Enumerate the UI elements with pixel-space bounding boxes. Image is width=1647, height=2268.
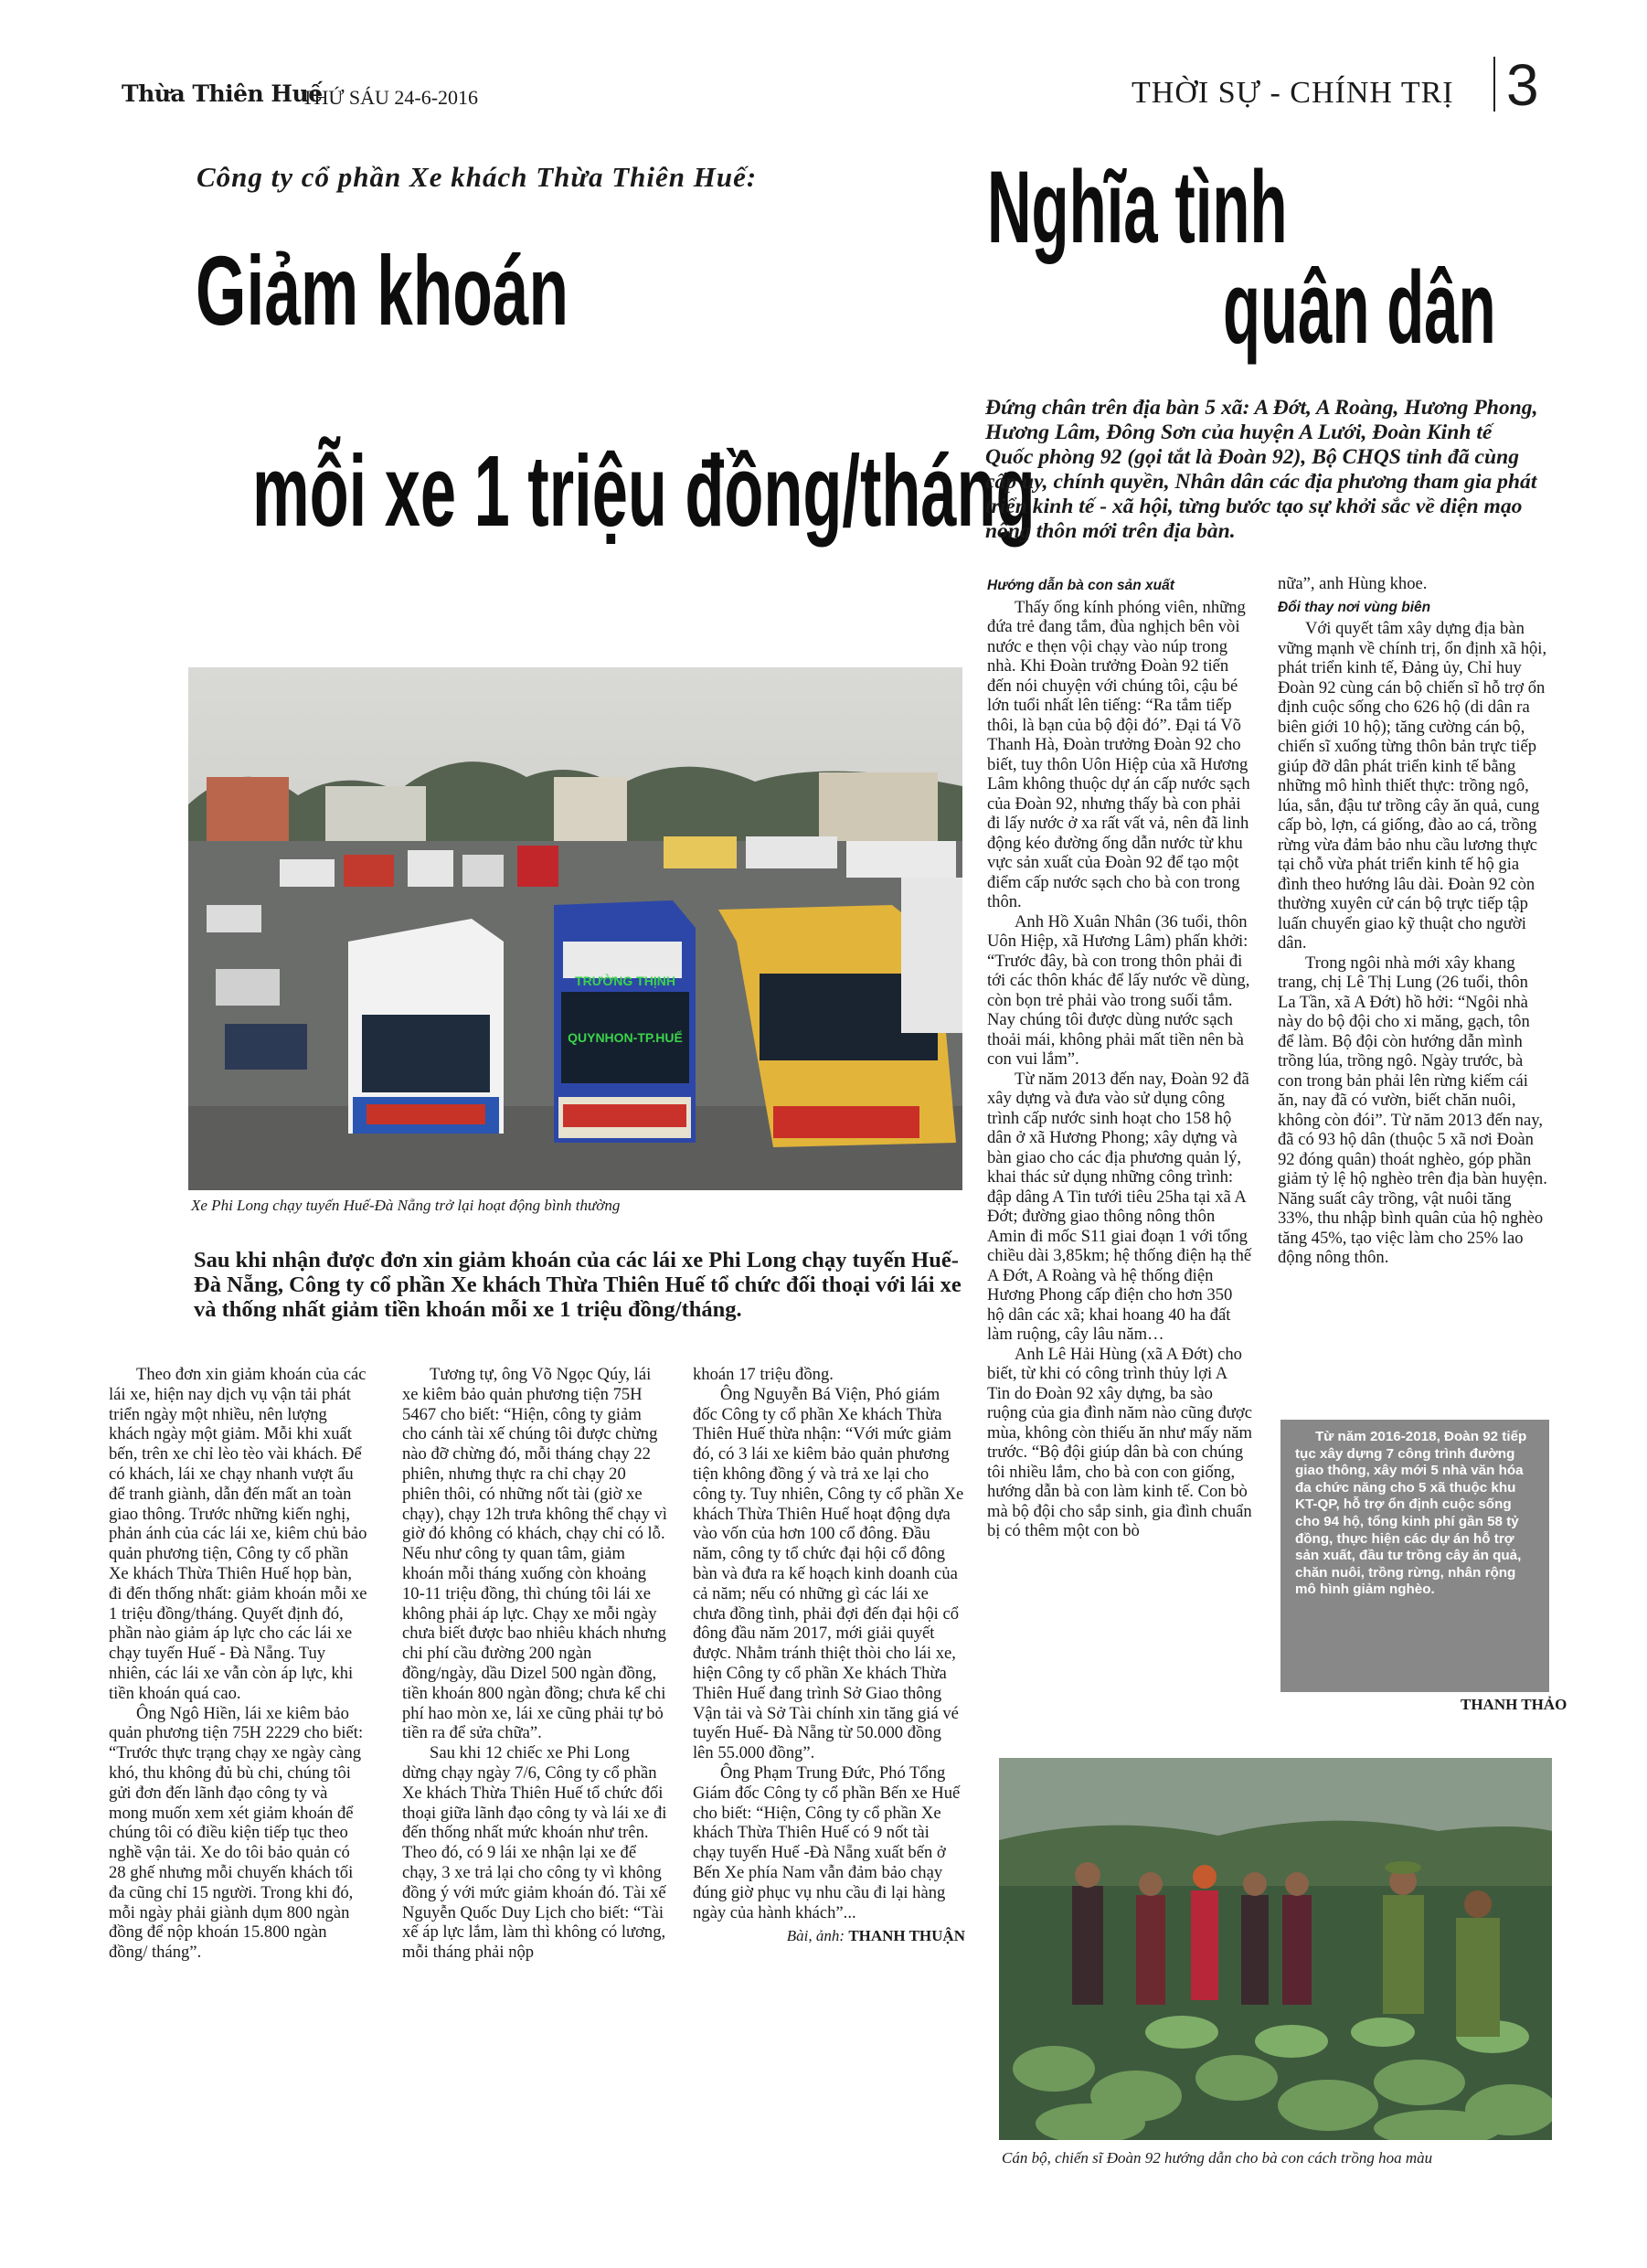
info-box-text: Từ năm 2016-2018, Đoàn 92 tiếp tục xây dựng 7 công trình đường giao thông, xây mới 5 nhà văn hóa đa chức năng cho 5 xã thuộc khu KT-QP, hỗ trợ ổn định cuộc sống cho 94 hộ, tổng kinh phí gần 58 tỷ đồng, thực hiện các dự án hỗ trợ sản xuất, đầu tư trồng cây ăn quả, chăn nuôi, trồng rừng, nhân rộng mô hình giảm nghèo. [1295,1429,1527,1598]
paragraph: Ông Phạm Trung Đức, Phó Tổng Giám đốc Công ty cổ phần Bến xe Huế cho biết: “Hiện, Công ty cổ phần Xe khách Thừa Thiên Huế có 9 nốt tài chạy tuyến Huế -Đà Nẵng xuất bến ở Bến Xe phía Nam vẫn đảm bảo chạy đúng giờ phục vụ nhu cầu đi lại hàng ngày của hành khách”... [693,1762,961,1922]
section-title: THỜI SỰ - CHÍNH TRỊ [1132,76,1454,110]
article1-headline-line1: Giảm khoán [196,235,568,346]
paragraph: Với quyết tâm xây dựng địa bàn vững mạnh về chính trị, ổn định xã hội, phát triển kinh tế, Đảng ủy, Chỉ huy Đoàn 92 cùng cán bộ chiến sĩ hỗ trợ ổn định cuộc sống cho 626 hộ (di dân ra biên giới 10 hộ); tăng cường cán bộ, chiến sĩ xuống từng thôn bản trực tiếp giúp đỡ dân phát triển kinh tế bằng những mô hình thiết thực: trồng ngô, lúa, sắn, đậu tư trồng cây ăn quả, cung cấp bò, lợn, cá giống, đào ao cá, trồng rừng vừa đảm bảo nhu cầu lương thực tại chỗ vừa phát triển kinh tế hộ gia đình theo hướng lâu dài. Đoàn 92 còn thường xuyên cử cán bộ trực tiếp tập luấn chuyển giao kỹ thuật cho người dân. [1278,619,1547,953]
article1-headline-line2: mỗi xe 1 triệu đồng/tháng [252,435,1036,548]
paragraph: khoán 17 triệu đồng. [693,1365,834,1384]
header-divider [1493,57,1495,112]
article2-headline-line2: quân dân [1223,250,1496,365]
article1-byline [693,1926,965,1946]
farm-photo [999,1758,1552,2140]
byline-name: THANH THUẬN [848,1927,965,1945]
paragraph: Từ năm 2013 đến nay, Đoàn 92 đã xây dựng và đưa vào sử dụng công trình cấp nước sinh hoạt cho 158 hộ dân ở xã Hương Phong; xây dựng và bàn giao cho các địa phương quản lý, khai thác sử dụng những công trình: đập dâng A Tin tưới tiêu 25ha tại xã A Đớt; đường giao thông nông thôn Amin đi mốc S11 giai đoạn 1 với tổng chiều dài 3,85km; hệ thống điện hạ thế A Đớt, A Roàng và hệ thống điện Hương Phong cấp điện cho hơn 350 hộ dân các xã; khai hoang 40 ha đất làm ruộng, cây lâu năm… [987,1069,1252,1344]
article1-photo-caption: Xe Phi Long chạy tuyến Huế-Đà Nẵng trở lại hoạt động bình thường [191,1197,621,1214]
issue-date: THỨ SÁU 24-6-2016 [302,86,479,109]
paragraph: Thấy ống kính phóng viên, những đứa trẻ đang tắm, đùa nghịch bên vòi nước e thẹn vội chạy vào núp trong nhà. Khi Đoàn trưởng Đoàn 92 tiến đến nói chuyện với chúng tôi, cậu bé lớn tuổi nhất lên tiếng: “Ra tắm tiếp thôi, là bạn của bộ đội đó”. Đại tá Võ Thanh Hà, Đoàn trưởng Đoàn 92 cho biết, tuy thôn Uôn Hiệp của xã Hương Lâm không thuộc dự án cấp nước sạch của Đoàn 92, nhưng thấy bà con phải đi lấy nước ở xa rất vất vả, nên đã linh động kéo đường ống dẫn nước từ khu vực sản xuất của Đoàn 92 để tạo một điểm cấp nước sạch cho bà con trong thôn. [987,597,1250,911]
paragraph: Tương tự, ông Võ Ngọc Qúy, lái xe kiêm bảo quản phương tiện 75H 5467 cho biết: “Hiện, công ty giảm cho cánh tài xế chúng tôi được chừng nào đỡ chừng đó, mỗi tháng chạy 22 phiên, nhưng thực ra chỉ chạy 20 phiên thôi, có những nốt tài (giờ xe chạy), chạy 12h trưa không thể chạy vì giờ đó không có khách, chạy chỉ có lỗ. Nếu như công ty quan tâm, giảm khoán mỗi tháng xuống còn khoảng 10-11 triệu đồng, thì chúng tôi lái xe không phải áp lực. Chạy xe mỗi ngày chưa biết được bao nhiêu khách nhưng chi phí cầu đường 200 ngàn đồng/ngày, dầu Dizel 500 ngàn đồng, tiền khoán 800 ngàn đồng; chưa kể chi phí hao mòn xe, lái xe cũng phải tự bỏ tiền ra để sửa chữa”. [402,1365,667,1743]
paragraph: Ông Nguyễn Bá Viện, Phó giám đốc Công ty cổ phần Xe khách Thừa Thiên Huế thừa nhận: “Với mức giảm đó, có 3 lái xe kiêm bảo quản phương tiện không đồng ý và trả xe lại cho công ty. Tuy nhiên, Công ty cổ phần Xe khách Thừa Thiên Huế hoạt động dựa vào vốn của hơn 100 cổ đông. Đầu năm, công ty tổ chức đại hội cổ đông bàn và đưa ra kế hoạch kinh doanh của cả năm; nếu có những gì các lái xe chưa đồng tình, phải đợi đến đại hội cổ đông đầu năm 2017, mới giải quyết được. Nhằm tránh thiệt thòi cho lái xe, hiện Công ty cổ phần Xe khách Thừa Thiên Huế đang trình Sở Giao thông Vận tải và Sở Tài chính xin tăng giá vé tuyến Huế- Đà Nẵng từ 50.000 đồng lên 55.000 đồng”. [693,1384,964,1763]
article2-headline-line1: Nghĩa tình [987,150,1288,264]
bus-sign-brand: TRƯỜNG THỊNH [575,974,675,988]
byline-prefix: Bài, ảnh: [786,1927,845,1945]
article1-column-2 [402,1365,667,1963]
article1-kicker: Công ty cổ phần Xe khách Thừa Thiên Huế: [197,161,758,193]
article2-subhead-2: Đổi thay nơi vùng biên [1278,599,1431,615]
paragraph: nữa”, anh Hùng khoe. [1278,574,1428,593]
article1-column-1 [109,1365,369,1963]
article2-byline: THANH THẢO [1461,1696,1567,1713]
bus-sign-route: QUYNHON-TP.HUẾ [568,1030,683,1045]
article2-lead: Đứng chân trên địa bàn 5 xã: A Đớt, A Roàng, Hương Phong, Hương Lâm, Đông Sơn của huyện A Lưới, Đoàn Kinh tế Quốc phòng 92 (gọi tắt là Đoàn 92), Bộ CHQS tỉnh đã cùng cấp ủy, chính quyền, Nhân dân các địa phương tham gia phát triển kinh tế - xã hội, từng bước tạo sự khởi sắc về diện mạo nông thôn mới trên địa bàn. [985,396,1538,543]
paragraph: Trong ngôi nhà mới xây khang trang, chị Lê Thị Lung (26 tuổi, thôn La Tần, xã A Đớt) hồ hởi: “Ngôi nhà này do bộ đội cho xi măng, gạch, tôn để làm. Bộ đội còn hướng dẫn mình trồng lúa, trồng ngô. Ngày trước, bà con trong bản phải lên rừng kiếm cái ăn, nay đã có vườn, biết chăn nuôi, không còn đói”. Từ năm 2013 đến nay, đã có 93 hộ dân (thuộc 5 xã nơi Đoàn 92 đóng quân) thoát nghèo, góp phần giảm tỷ lệ hộ nghèo trên địa bàn huyện. Năng suất cây trồng, vật nuôi tăng 33%, thu nhập bình quân của hộ nghèo tăng 45%, tạo việc làm cho 25% lao động nông thôn. [1278,953,1547,1267]
paragraph: Theo đơn xin giảm khoán của các lái xe, hiện nay dịch vụ vận tải phát triển ngày một nhiều, nên lượng khách ngày một giảm. Mỗi khi xuất bến, trên xe chỉ lèo tèo vài khách. Để có khách, lái xe chạy nhanh vượt ẩu để tranh giành, dẫn đến mất an toàn giao thông. Trước những kiến nghị, phản ánh của các lái xe, kiêm chủ bảo quản phương tiện, Công ty cổ phần Xe khách Thừa Thiên Huế họp bàn, đi đến thống nhất: giảm khoán mỗi xe 1 triệu đồng/tháng. Quyết định đó, phần nào giảm áp lực cho các lái xe chạy tuyến Huế - Đà Nẵng. Tuy nhiên, các lái xe vẫn còn áp lực, khi tiền khoán quá cao. [109,1365,367,1703]
paragraph: Ông Ngô Hiền, lái xe kiêm bảo quản phương tiện 75H 2229 cho biết: “Trước thực trạng chạy xe ngày càng khó, thu không đủ bù chi, chúng tôi gửi đơn đến lãnh đạo công ty và mong muốn xem xét giảm khoán để chúng tôi có điều kiện tiếp tục theo nghề vận tải. Xe do tôi bảo quản có 28 ghế nhưng mỗi chuyến khách tối đa cũng chỉ 15 người. Trong khi đó, mỗi ngày phải giành dụm 800 ngàn đồng để nộp khoán 15.800 ngàn đồng/ tháng”. [109,1703,364,1963]
article1-column-3 [693,1365,965,1946]
article2-photo-caption: Cán bộ, chiến sĩ Đoàn 92 hướng dẫn cho bà con cách trồng hoa màu [1002,2149,1433,2167]
article2-subhead-1: Hướng dẫn bà con sản xuất [987,578,1174,593]
masthead: Thừa Thiên Huế [122,80,323,107]
paragraph: Anh Lê Hải Hùng (xã A Đớt) cho biết, từ khi có công trình thủy lợi A Tin do Đoàn 92 xây dựng, ba sào ruộng của gia đình năm nào cũng được mùa, không còn thiếu ăn như mấy năm trước. “Bộ đội giúp dân bà con chúng tôi nhiều lắm, cho bà con con giống, hướng dẫn bà con làm kinh tế. Con bò mà bộ đội cho sắp sinh, gia đình chuẩn bị có thêm một con bò [987,1344,1252,1540]
info-box [1280,1420,1549,1692]
page-number: 3 [1506,52,1539,118]
article2-column-2 [1278,574,1547,1268]
article1-lead: Sau khi nhận được đơn xin giảm khoán của các lái xe Phi Long chạy tuyến Huế-Đà Nẵng, Công ty cổ phần Xe khách Thừa Thiên Huế tổ chức đối thoại với lái xe và thống nhất giảm tiền khoán mỗi xe 1 triệu đồng/tháng. [194,1248,962,1322]
article2-column-1 [987,576,1252,1541]
paragraph: Anh Hồ Xuân Nhân (36 tuổi, thôn Uôn Hiệp, xã Hương Lâm) phấn khởi: “Trước đây, bà con trong thôn phải đi tới các thôn khác để lấy nước về dùng, còn bọn trẻ phải vào trong suối tắm. Nay chúng tôi được dùng nước sạch thoải mái, không phải mất tiền nên bà con vui lắm”. [987,911,1250,1069]
bus-station-photo [188,667,962,1190]
paragraph: Sau khi 12 chiếc xe Phi Long dừng chạy ngày 7/6, Công ty cổ phần Xe khách Thừa Thiên Huế tổ chức đối thoại giữa lãnh đạo công ty và lái xe đi đến thống nhất mức khoán như trên. Theo đó, có 9 lái xe nhận lại xe để chạy, 3 xe trả lại cho công ty vì không đồng ý với mức giảm khoán đó. Tài xế Nguyễn Quốc Duy Lịch cho biết: “Tài xế áp lực lắm, làm thì không có lương, mỗi tháng phải nộp [402,1743,667,1963]
